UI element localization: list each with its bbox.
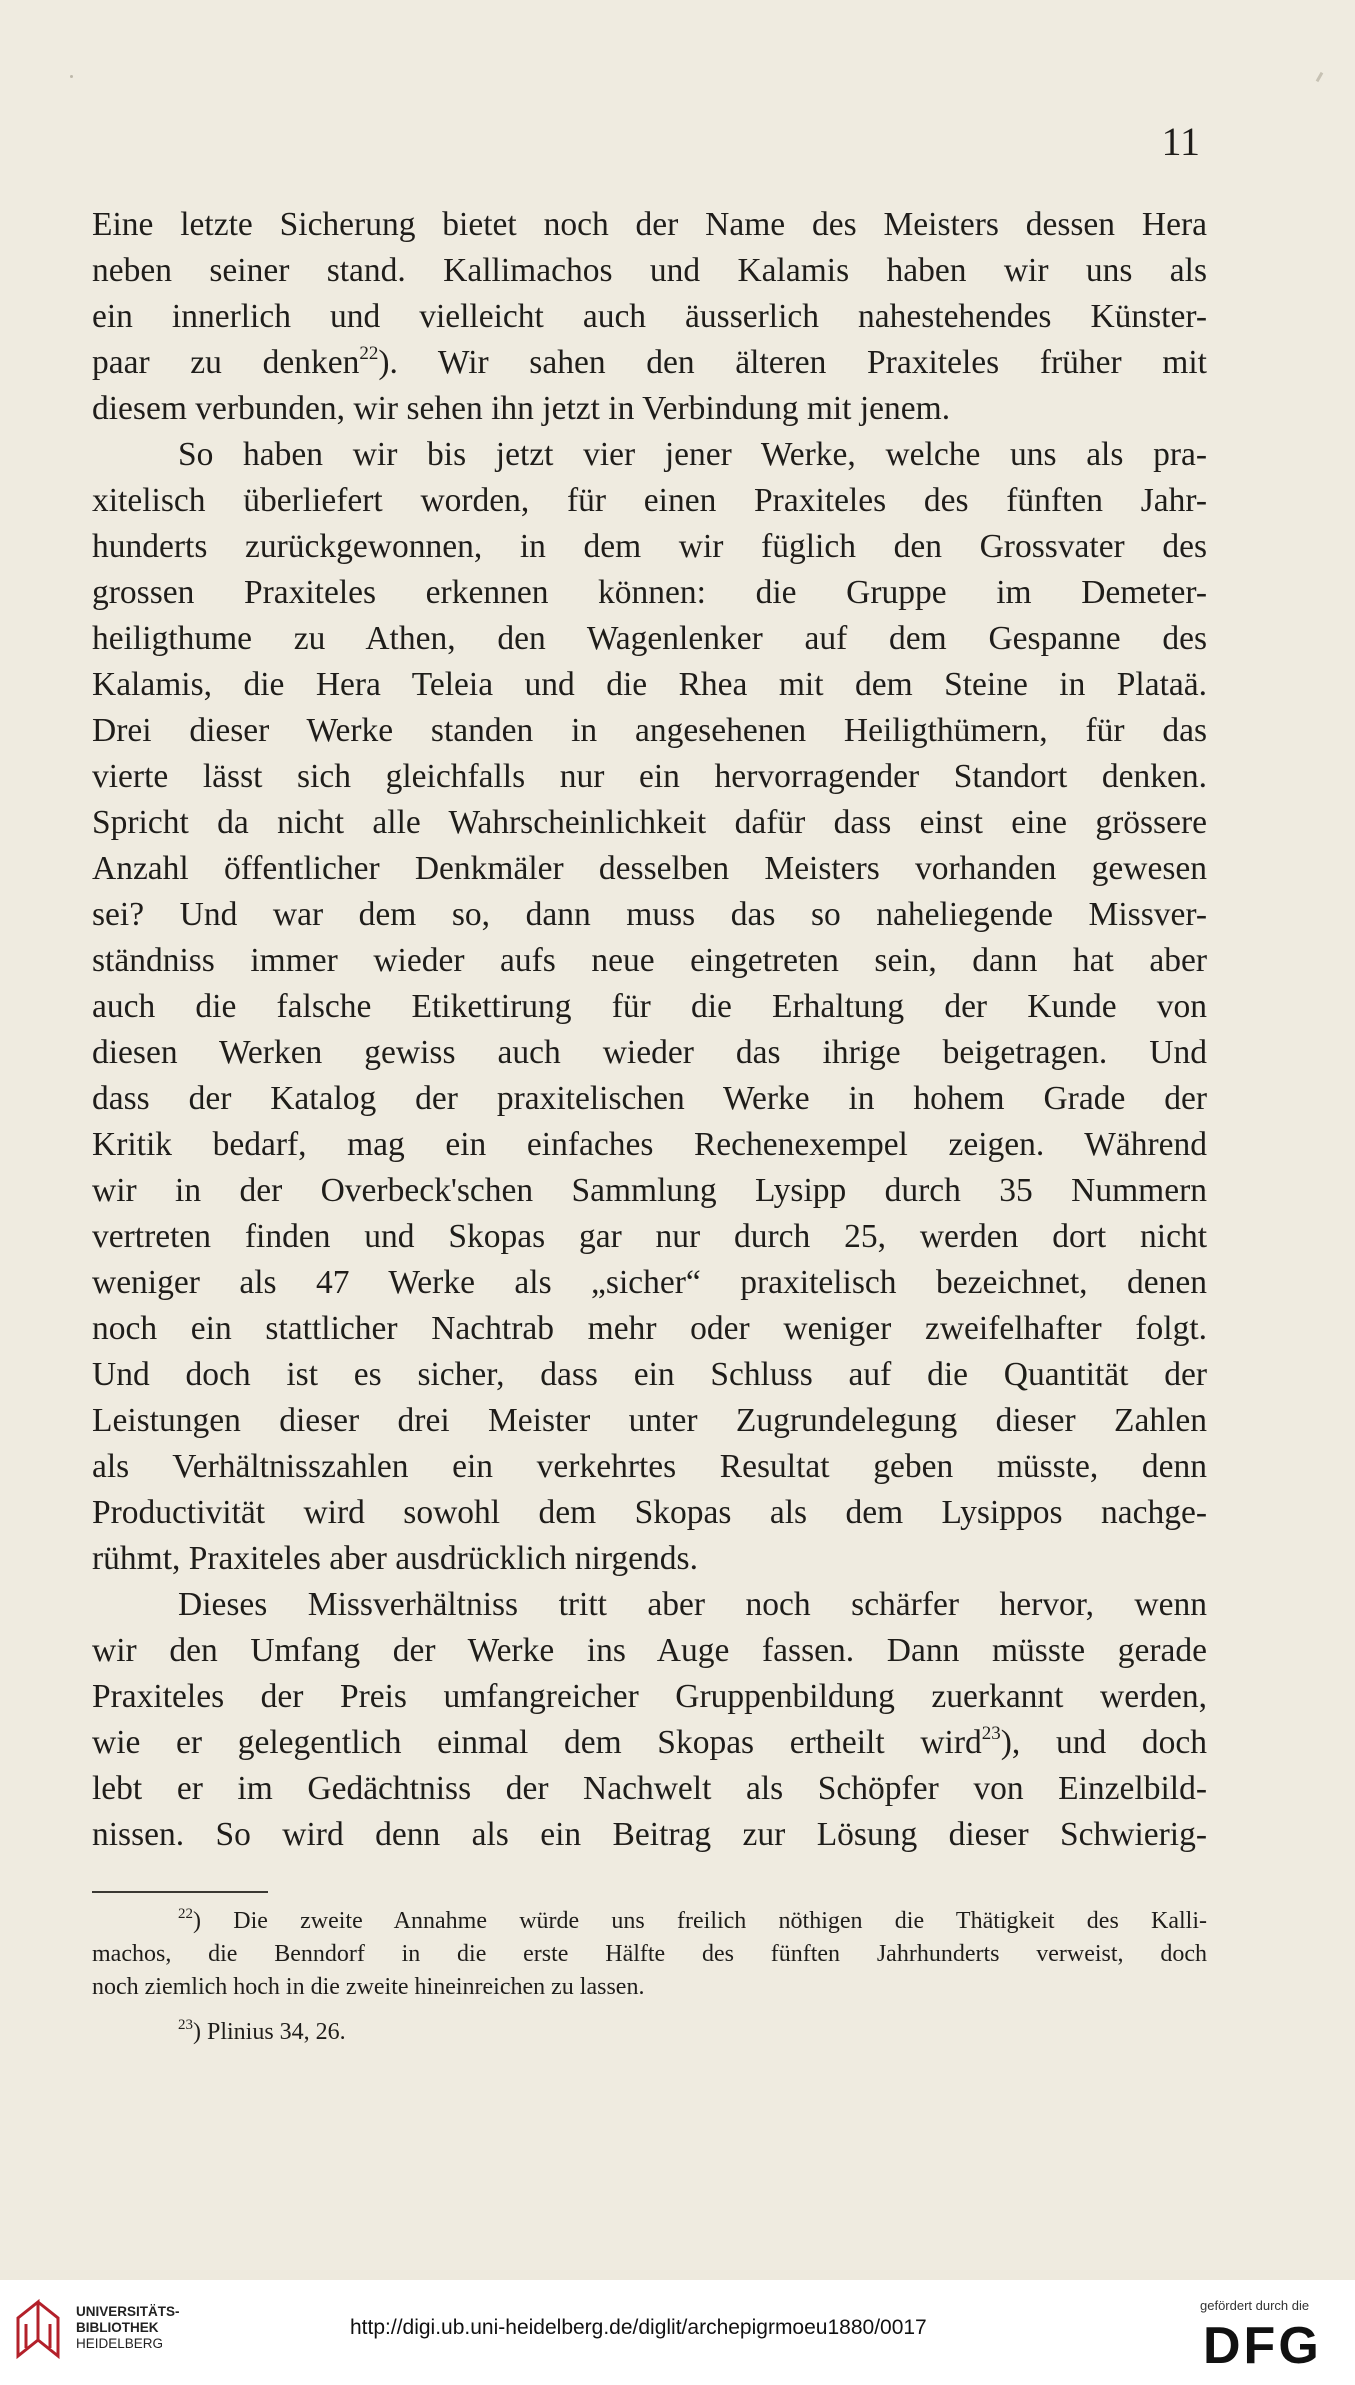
text-line: grossen Praxiteles erkennen können: die Gruppe im Demeter- xyxy=(92,574,1207,611)
text-line: dass der Katalog der praxitelischen Werke in hohem Grade der xyxy=(92,1080,1207,1117)
footnotes xyxy=(92,1905,1207,2049)
text-line: Kalamis, die Hera Teleia und die Rhea mit dem Steine in Plataä. xyxy=(92,666,1207,703)
footnote-divider xyxy=(92,1891,268,1893)
text-line: diesen Werken gewiss auch wieder das ihrige beigetragen. Und xyxy=(92,1034,1207,1071)
text-line: Productivität wird sowohl dem Skopas als dem Lysippos nachge- xyxy=(92,1494,1207,1531)
footnote-text: ) Plinius 34, 26. xyxy=(193,2019,346,2045)
permalink-url[interactable]: http://digi.ub.uni-heidelberg.de/diglit/archepigrmoeu1880/0017 xyxy=(350,2316,927,2339)
text-line: lebt er im Gedächtniss der Nachwelt als Schöpfer von Einzelbild- xyxy=(92,1770,1207,1807)
text-line: neben seiner stand. Kallimachos und Kalamis haben wir uns als xyxy=(92,252,1207,289)
university-library-logo-icon xyxy=(12,2296,64,2362)
text-line: Anzahl öffentlicher Denkmäler desselben Meisters vorhanden gewesen xyxy=(92,850,1207,887)
text-line: wir den Umfang der Werke ins Auge fassen. Dann müsste gerade xyxy=(92,1632,1207,1669)
text-fragment: paar zu denken xyxy=(92,344,360,381)
footnote-ref-23: 23 xyxy=(981,1723,1001,1744)
text-line: Drei dieser Werke standen in angesehenen Heiligthümern, für das xyxy=(92,712,1207,749)
text-line: noch ein stattlicher Nachtrab mehr oder weniger zweifelhafter folgt. xyxy=(92,1310,1207,1347)
text-line-with-footnote xyxy=(92,1720,1207,1766)
footnote-mark-22: 22 xyxy=(178,1906,193,1922)
text-line: hunderts zurückgewonnen, in dem wir füglich den Grossvater des xyxy=(92,528,1207,565)
text-line: wir in der Overbeck'schen Sammlung Lysipp durch 35 Nummern xyxy=(92,1172,1207,1209)
institution-line: BIBLIOTHEK xyxy=(76,2320,159,2335)
text-line: So haben wir bis jetzt vier jener Werke, welche uns als pra- xyxy=(178,436,1207,473)
footnote-23-line xyxy=(92,2016,1207,2049)
text-fragment: ). Wir sahen den älteren Praxiteles früher mit xyxy=(378,344,1207,381)
text-line: vierte lässt sich gleichfalls nur ein hervorragender Standort denken. xyxy=(92,758,1207,795)
text-line-with-footnote xyxy=(92,340,1207,386)
text-line: heiligthume zu Athen, den Wagenlenker auf dem Gespanne des xyxy=(92,620,1207,657)
text-line: als Verhältnisszahlen ein verkehrtes Resultat geben müsste, denn xyxy=(92,1448,1207,1485)
text-line: Kritik bedarf, mag ein einfaches Rechenexempel zeigen. Während xyxy=(92,1126,1207,1163)
text-line: Und doch ist es sicher, dass ein Schluss auf die Quantität der xyxy=(92,1356,1207,1393)
text-line: sei? Und war dem so, dann muss das so naheliegende Missver- xyxy=(92,896,1207,933)
text-line: vertreten finden und Skopas gar nur durch 25, werden dort nicht xyxy=(92,1218,1207,1255)
text-line: ständniss immer wieder aufs neue eingetreten sein, dann hat aber xyxy=(92,942,1207,979)
text-line: nissen. So wird denn als ein Beitrag zur Lösung dieser Schwierig- xyxy=(92,1816,1207,1853)
body-text xyxy=(92,202,1207,1858)
paper-speck xyxy=(1316,72,1324,82)
text-fragment: ), und doch xyxy=(1000,1724,1207,1761)
text-line: auch die falsche Etikettirung für die Erhaltung der Kunde von xyxy=(92,988,1207,1025)
dfg-logo: DFG xyxy=(1203,2317,1322,2375)
digitization-banner xyxy=(0,2280,1355,2385)
institution-line: UNIVERSITÄTS- xyxy=(76,2304,180,2319)
funded-by-label: gefördert durch die xyxy=(1200,2298,1310,2313)
logo-mark xyxy=(18,2302,58,2356)
text-line: Eine letzte Sicherung bietet noch der Name des Meisters dessen Hera xyxy=(92,206,1207,243)
footnote-mark-23: 23 xyxy=(178,2017,193,2033)
text-line: Dieses Missverhältniss tritt aber noch schärfer hervor, wenn xyxy=(178,1586,1207,1623)
text-line: diesem verbunden, wir sehen ihn jetzt in Verbindung mit jenem. xyxy=(92,390,951,427)
text-fragment: wie er gelegentlich einmal dem Skopas ertheilt wird xyxy=(92,1724,982,1761)
text-line: xitelisch überliefert worden, für einen Praxiteles des fünften Jahr- xyxy=(92,482,1207,519)
text-line: ein innerlich und vielleicht auch äusserlich nahestehendes Künster- xyxy=(92,298,1207,335)
paper-speck xyxy=(70,75,73,78)
footnote-text: ) Die zweite Annahme würde uns freilich nöthigen die Thätigkeit des Kalli- xyxy=(193,1908,1207,1934)
institution-name xyxy=(76,2304,180,2352)
text-line: weniger als 47 Werke als „sicher“ praxitelisch bezeichnet, denen xyxy=(92,1264,1207,1301)
footnote-22-line xyxy=(92,1905,1207,1938)
text-line: rühmt, Praxiteles aber ausdrücklich nirgends. xyxy=(92,1540,698,1577)
footnote-22-line: noch ziemlich hoch in die zweite hineinreichen zu lassen. xyxy=(92,1974,645,2000)
institution-line: HEIDELBERG xyxy=(76,2336,164,2351)
footnote-ref-22: 22 xyxy=(359,343,379,364)
page-number: 11 xyxy=(1161,119,1200,164)
footnote-22-line: machos, die Benndorf in die erste Hälfte des fünften Jahrhunderts verweist, doch xyxy=(92,1941,1207,1967)
text-line: Praxiteles der Preis umfangreicher Gruppenbildung zuerkannt werden, xyxy=(92,1678,1207,1715)
text-line: Spricht da nicht alle Wahrscheinlichkeit dafür dass einst eine grössere xyxy=(92,804,1207,841)
text-line: Leistungen dieser drei Meister unter Zugrundelegung dieser Zahlen xyxy=(92,1402,1207,1439)
